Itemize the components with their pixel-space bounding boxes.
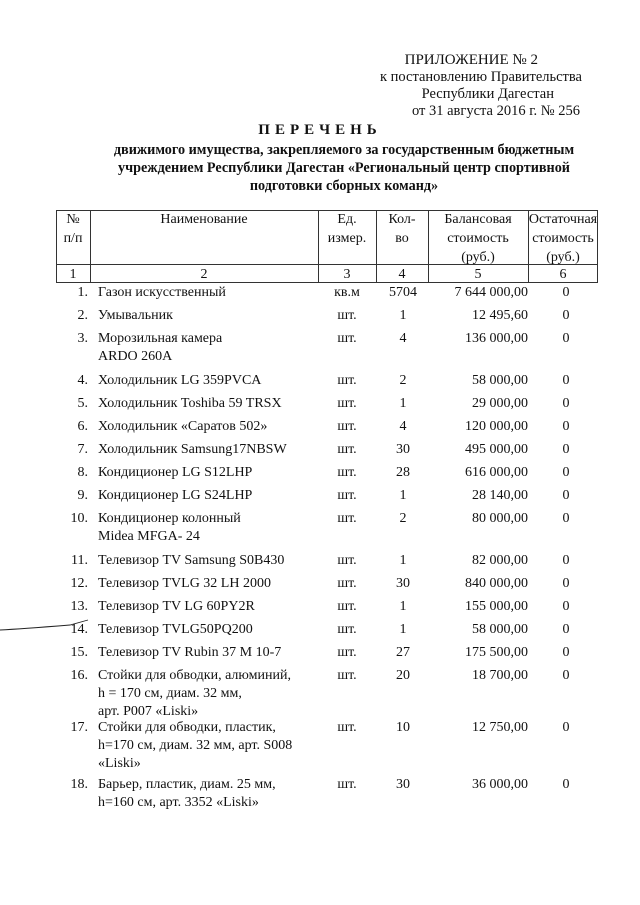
header-unit: [318, 210, 376, 248]
row-unit: шт.: [337, 668, 357, 683]
appendix-republic: Республики Дагестан: [421, 86, 554, 102]
row-name-line: арт. P007 «Liski»: [98, 704, 199, 719]
row-quantity: 20: [396, 668, 410, 683]
row-quantity: 2: [399, 373, 407, 388]
row-residual-value: 0: [562, 396, 570, 411]
row-quantity: 1: [399, 488, 407, 503]
row-residual-value: 0: [562, 285, 570, 300]
row-name-line: Кондиционер LG S12LHP: [98, 465, 253, 480]
row-name-line: Холодильник Toshiba 59 TRSX: [98, 396, 282, 411]
row-balance-value: 616 000,00: [465, 465, 528, 480]
col-number: 6: [559, 267, 567, 282]
row-number: 15.: [70, 645, 88, 660]
header-text: Наименование: [160, 212, 248, 227]
row-number: 8.: [77, 465, 88, 480]
row-residual-value: 0: [562, 668, 570, 683]
appendix-decree: к постановлению Правительства: [380, 69, 582, 85]
row-name: [98, 464, 324, 482]
row-name-line: Барьер, пластик, диам. 25 мм,: [98, 777, 276, 792]
row-unit: шт.: [337, 465, 357, 480]
row-name: [98, 644, 324, 662]
row-balance-value: 82 000,00: [472, 553, 528, 568]
row-name-line: Телевизор TV LG 60PY2R: [98, 599, 255, 614]
row-name: [98, 372, 324, 390]
row-unit: шт.: [337, 373, 357, 388]
row-number: 6.: [77, 419, 88, 434]
row-balance-value: 28 140,00: [472, 488, 528, 503]
row-name-line: Телевизор TVLG50PQ200: [98, 622, 253, 637]
pen-mark-icon: [0, 618, 90, 634]
row-number: 12.: [70, 576, 88, 591]
row-name-line: Телевизор TV Rubin 37 M 10-7: [98, 645, 282, 660]
row-number: 10.: [70, 511, 88, 526]
row-balance-value: 58 000,00: [472, 622, 528, 637]
header-text: п/п: [63, 231, 83, 246]
subtitle-line: учреждением Республики Дагестан «Региональный центр спортивной: [118, 160, 570, 176]
row-quantity: 1: [399, 396, 407, 411]
row-name: [98, 575, 324, 593]
row-balance-value: 155 000,00: [465, 599, 528, 614]
row-name-line: «Liski»: [98, 756, 141, 771]
row-name-line: Кондиционер колонный: [98, 511, 241, 526]
table-header: [56, 210, 598, 282]
row-name-line: Холодильник «Саратов 502»: [98, 419, 268, 434]
row-name: [98, 621, 324, 639]
col-number: 1: [69, 267, 77, 282]
row-number: 4.: [77, 373, 88, 388]
row-name: [98, 330, 324, 366]
header-text: измер.: [327, 231, 367, 246]
row-name-line: Газон искусственный: [98, 285, 226, 300]
row-name-line: h=170 см, диам. 32 мм, арт. S008: [98, 738, 293, 753]
row-number: 18.: [70, 777, 88, 792]
row-name-line: Телевизор TV Samsung S0B430: [98, 553, 285, 568]
row-name-line: h = 170 см, диам. 32 мм,: [98, 686, 242, 701]
row-quantity: 1: [399, 622, 407, 637]
header-text: Кол-: [388, 212, 416, 227]
row-quantity: 1: [399, 308, 407, 323]
row-residual-value: 0: [562, 599, 570, 614]
row-balance-value: 58 000,00: [472, 373, 528, 388]
row-unit: шт.: [337, 599, 357, 614]
row-residual-value: 0: [562, 622, 570, 637]
subtitle-line: подготовки сборных команд»: [249, 178, 439, 194]
row-unit: шт.: [337, 645, 357, 660]
header-text: стоимость: [447, 231, 509, 246]
col-number: 2: [200, 267, 208, 282]
row-unit: шт.: [337, 419, 357, 434]
row-quantity: 1: [399, 599, 407, 614]
document-subtitle: [96, 141, 592, 195]
row-quantity: 27: [396, 645, 410, 660]
row-number: 16.: [70, 668, 88, 683]
header-text: №: [66, 212, 80, 227]
row-balance-value: 175 500,00: [465, 645, 528, 660]
row-quantity: 4: [399, 419, 407, 434]
row-residual-value: 0: [562, 511, 570, 526]
row-balance-value: 12 495,60: [472, 308, 528, 323]
row-unit: шт.: [337, 442, 357, 457]
row-residual-value: 0: [562, 308, 570, 323]
row-unit: шт.: [337, 553, 357, 568]
row-residual-value: 0: [562, 576, 570, 591]
header-text: во: [395, 231, 409, 246]
row-number: 9.: [77, 488, 88, 503]
appendix-header: [380, 52, 582, 120]
header-text: Ед.: [337, 212, 357, 227]
row-balance-value: 840 000,00: [465, 576, 528, 591]
row-residual-value: 0: [562, 645, 570, 660]
row-balance-value: 136 000,00: [465, 331, 528, 346]
row-name: [98, 487, 324, 505]
row-unit: шт.: [337, 622, 357, 637]
row-name-line: Стойки для обводки, пластик,: [98, 720, 276, 735]
header-text: Балансовая: [444, 212, 512, 227]
row-number: 1.: [77, 285, 88, 300]
row-name: [98, 284, 324, 302]
row-quantity: 2: [399, 511, 407, 526]
row-balance-value: 7 644 000,00: [454, 285, 528, 300]
row-unit: шт.: [337, 777, 357, 792]
row-residual-value: 0: [562, 553, 570, 568]
row-balance-value: 120 000,00: [465, 419, 528, 434]
header-balance: [428, 210, 528, 267]
row-residual-value: 0: [562, 465, 570, 480]
row-name: [98, 598, 324, 616]
row-number: 2.: [77, 308, 88, 323]
col-number: 4: [398, 267, 406, 282]
row-quantity: 30: [396, 442, 410, 457]
row-quantity: 4: [399, 331, 407, 346]
header-qty: [376, 210, 428, 248]
row-number: 13.: [70, 599, 88, 614]
row-number: 7.: [77, 442, 88, 457]
row-balance-value: 29 000,00: [472, 396, 528, 411]
row-balance-value: 18 700,00: [472, 668, 528, 683]
row-quantity: 30: [396, 576, 410, 591]
row-name: [98, 418, 324, 436]
col-number: 5: [474, 267, 482, 282]
row-residual-value: 0: [562, 419, 570, 434]
row-name-line: Умывальник: [98, 308, 173, 323]
row-name: [98, 441, 324, 459]
row-name-line: h=160 см, арт. 3352 «Liski»: [98, 795, 259, 810]
col-number: 3: [343, 267, 351, 282]
row-name-line: Морозильная камера: [98, 331, 223, 346]
row-residual-value: 0: [562, 488, 570, 503]
row-unit: кв.м: [334, 285, 360, 300]
row-residual-value: 0: [562, 720, 570, 735]
row-number: 5.: [77, 396, 88, 411]
header-residual: [528, 210, 598, 267]
row-number: 14.: [70, 622, 88, 637]
row-name: [98, 552, 324, 570]
row-residual-value: 0: [562, 331, 570, 346]
appendix-title: ПРИЛОЖЕНИЕ № 2: [404, 52, 538, 68]
document-title: ПЕРЕЧЕНЬ: [258, 122, 382, 138]
row-unit: шт.: [337, 720, 357, 735]
row-unit: шт.: [337, 308, 357, 323]
row-quantity: 28: [396, 465, 410, 480]
row-balance-value: 80 000,00: [472, 511, 528, 526]
row-name: [98, 667, 324, 721]
header-text: Остаточная: [528, 212, 598, 227]
row-name-line: Midea MFGA- 24: [98, 529, 200, 544]
row-residual-value: 0: [562, 442, 570, 457]
header-name: [90, 210, 318, 229]
row-name-line: Телевизор TVLG 32 LH 2000: [98, 576, 271, 591]
row-quantity: 5704: [389, 285, 417, 300]
row-name: [98, 510, 324, 546]
row-residual-value: 0: [562, 777, 570, 792]
header-text: стоимость: [532, 231, 594, 246]
row-unit: шт.: [337, 576, 357, 591]
row-balance-value: 12 750,00: [472, 720, 528, 735]
row-name-line: Кондиционер LG S24LHP: [98, 488, 253, 503]
row-quantity: 1: [399, 553, 407, 568]
row-unit: шт.: [337, 511, 357, 526]
header-no: [56, 210, 90, 248]
row-balance-value: 36 000,00: [472, 777, 528, 792]
row-name: [98, 776, 324, 812]
row-name: [98, 719, 324, 773]
row-quantity: 30: [396, 777, 410, 792]
row-name: [98, 307, 324, 325]
header-text: (руб.): [461, 250, 495, 265]
header-text: (руб.): [546, 250, 580, 265]
row-unit: шт.: [337, 488, 357, 503]
row-name-line: Стойки для обводки, алюминий,: [98, 668, 291, 683]
row-name-line: ARDO 260A: [98, 349, 173, 364]
row-residual-value: 0: [562, 373, 570, 388]
row-name-line: Холодильник LG 359PVCA: [98, 373, 262, 388]
subtitle-line: движимого имущества, закрепляемого за государственным бюджетным: [113, 142, 575, 158]
row-number: 3.: [77, 331, 88, 346]
row-balance-value: 495 000,00: [465, 442, 528, 457]
row-name: [98, 395, 324, 413]
appendix-date: от 31 августа 2016 г. № 256: [411, 103, 580, 119]
row-unit: шт.: [337, 396, 357, 411]
row-quantity: 10: [396, 720, 410, 735]
row-number: 17.: [70, 720, 88, 735]
row-unit: шт.: [337, 331, 357, 346]
row-number: 11.: [71, 553, 88, 568]
row-name-line: Холодильник Samsung17NBSW: [98, 442, 287, 457]
